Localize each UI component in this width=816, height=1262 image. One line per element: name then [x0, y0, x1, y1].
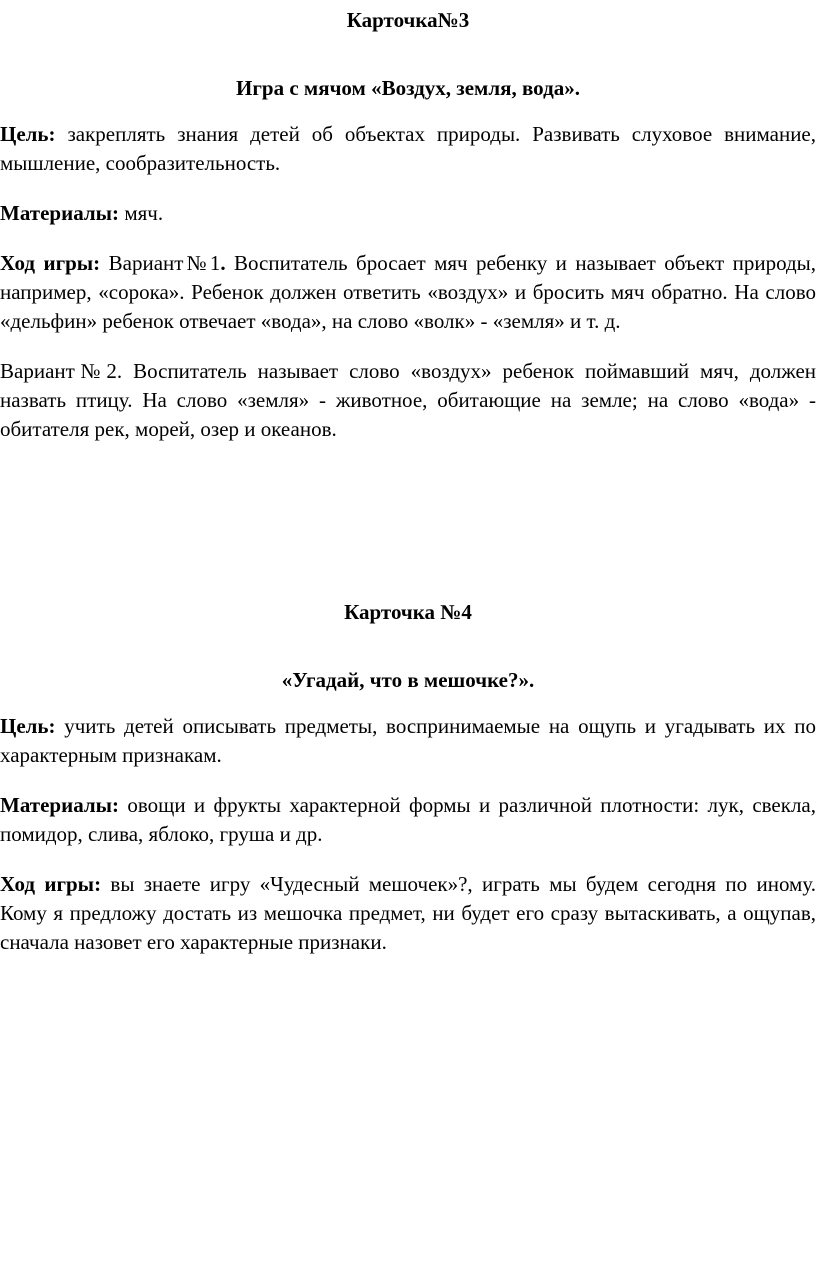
card-4-title: Карточка №4	[344, 600, 472, 624]
card-4-game	[0, 870, 816, 957]
card-4-game-text: вы знаете игру «Чудесный мешочек»?, играть мы будем сегодня по иному. Кому я предложу достать из мешочка предмет, ни будет его сразу вытаскивать, а ощупав, сначала назовет его характерные признаки.	[0, 872, 816, 954]
card-4-materials-label: Материалы:	[0, 793, 120, 817]
card-4-subtitle: «Угадай, что в мешочке?».	[281, 668, 535, 692]
card-4-materials	[0, 791, 816, 849]
card-3-title: Карточка№3	[346, 8, 470, 32]
card-3-materials	[0, 199, 816, 228]
card-3-variant1-prefix: Вариант№1	[100, 251, 221, 275]
card-3-goal	[0, 120, 816, 178]
card-3-variant2: Вариант№2. Воспитатель называет слово «воздух» ребенок поймавший мяч, должен назвать птицу. На слово «земля» - животное, обитающие на земле; на слово «вода» - обитателя рек, морей, озер и океанов.	[0, 359, 816, 441]
card-3-materials-text: мяч.	[119, 201, 164, 225]
card-4-materials-text: овощи и фрукты характерной формы и различной плотности: лук, свекла, помидор, слива, яблоко, груша и др.	[0, 793, 816, 846]
card-4-goal	[0, 712, 816, 770]
card-3-variant1-text: Воспитатель бросает мяч ребенку и называет объект природы, например, «сорока». Ребенок должен ответить «воздух» и бросить мяч обратно. На слово «дельфин» ребенок отвечает «вода», на слово «волк» - «земля» и т. д.	[0, 251, 816, 333]
card-4	[0, 598, 816, 957]
card-3-game	[0, 249, 816, 336]
card-3-goal-text: закреплять знания детей об объектах природы. Развивать слуховое внимание, мышление, сообразительность.	[0, 122, 816, 175]
card-3-subtitle: Игра с мячом «Воздух, земля, вода».	[236, 76, 580, 100]
card-3-variant1-dot: .	[220, 251, 226, 275]
card-4-game-label: Ход игры:	[0, 872, 102, 896]
card-3-materials-label: Материалы:	[0, 201, 120, 225]
card-4-goal-label: Цель:	[0, 714, 56, 738]
card-4-goal-text: учить детей описывать предметы, воспринимаемые на ощупь и угадывать их по характерным признакам.	[0, 714, 816, 767]
card-3	[0, 6, 816, 444]
card-3-game-label: Ход игры:	[0, 251, 101, 275]
card-3-goal-label: Цель:	[0, 122, 56, 146]
